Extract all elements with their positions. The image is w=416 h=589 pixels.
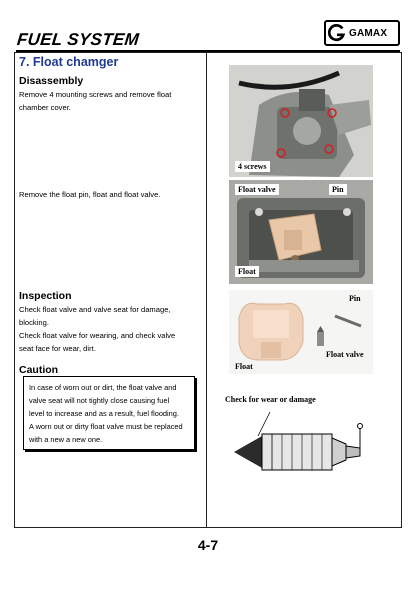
brand-logo xyxy=(324,20,400,46)
valve-tip xyxy=(234,436,262,468)
float-parts-photo xyxy=(229,290,373,374)
carburetor-photo xyxy=(229,65,373,177)
disassembly-step-1: Remove 4 mounting screws and remove float chamber cover. xyxy=(19,90,172,112)
photo2-label-float-valve: Float valve xyxy=(235,184,279,195)
column-divider xyxy=(206,52,207,528)
inspection-text: Check float valve and valve seat for damage, blocking. Check float valve for wearing, and check valve seat face for wear, dirt. xyxy=(19,305,176,353)
photo1-label-screws: 4 screws xyxy=(235,161,270,172)
photo2-label-float: Float xyxy=(235,266,259,277)
section-title: 7. Float chamger xyxy=(19,55,119,69)
float-valve-diagram xyxy=(228,408,368,480)
page-header-title: FUEL SYSTEM xyxy=(16,30,141,49)
photo2-label-pin: Pin xyxy=(329,184,347,195)
float-chamber-photo xyxy=(229,180,373,284)
photo3-label-pin: Pin xyxy=(349,294,361,303)
page-number: 4-7 xyxy=(197,537,219,553)
photo3-label-float: Float xyxy=(235,362,253,371)
gamax-g-icon xyxy=(328,24,346,42)
photo3-label-float-valve: Float valve xyxy=(326,350,364,359)
inspection-heading: Inspection xyxy=(19,290,72,302)
disassembly-step-2: Remove the float pin, float and float valve. xyxy=(19,190,161,199)
logo-text: GAMAX xyxy=(349,27,388,39)
diagram-title: Check for wear or damage xyxy=(225,395,316,404)
pointer-line xyxy=(258,412,270,436)
disassembly-heading: Disassembly xyxy=(19,75,84,87)
caution-heading: Caution xyxy=(19,364,59,376)
caution-box: In case of worn out or dirt, the float valve and valve seat will not tightly close causing fuel level to increase and as a result, fuel flooding. A worn out or dirty float valve must be replaced with a new a new one. xyxy=(23,376,195,450)
